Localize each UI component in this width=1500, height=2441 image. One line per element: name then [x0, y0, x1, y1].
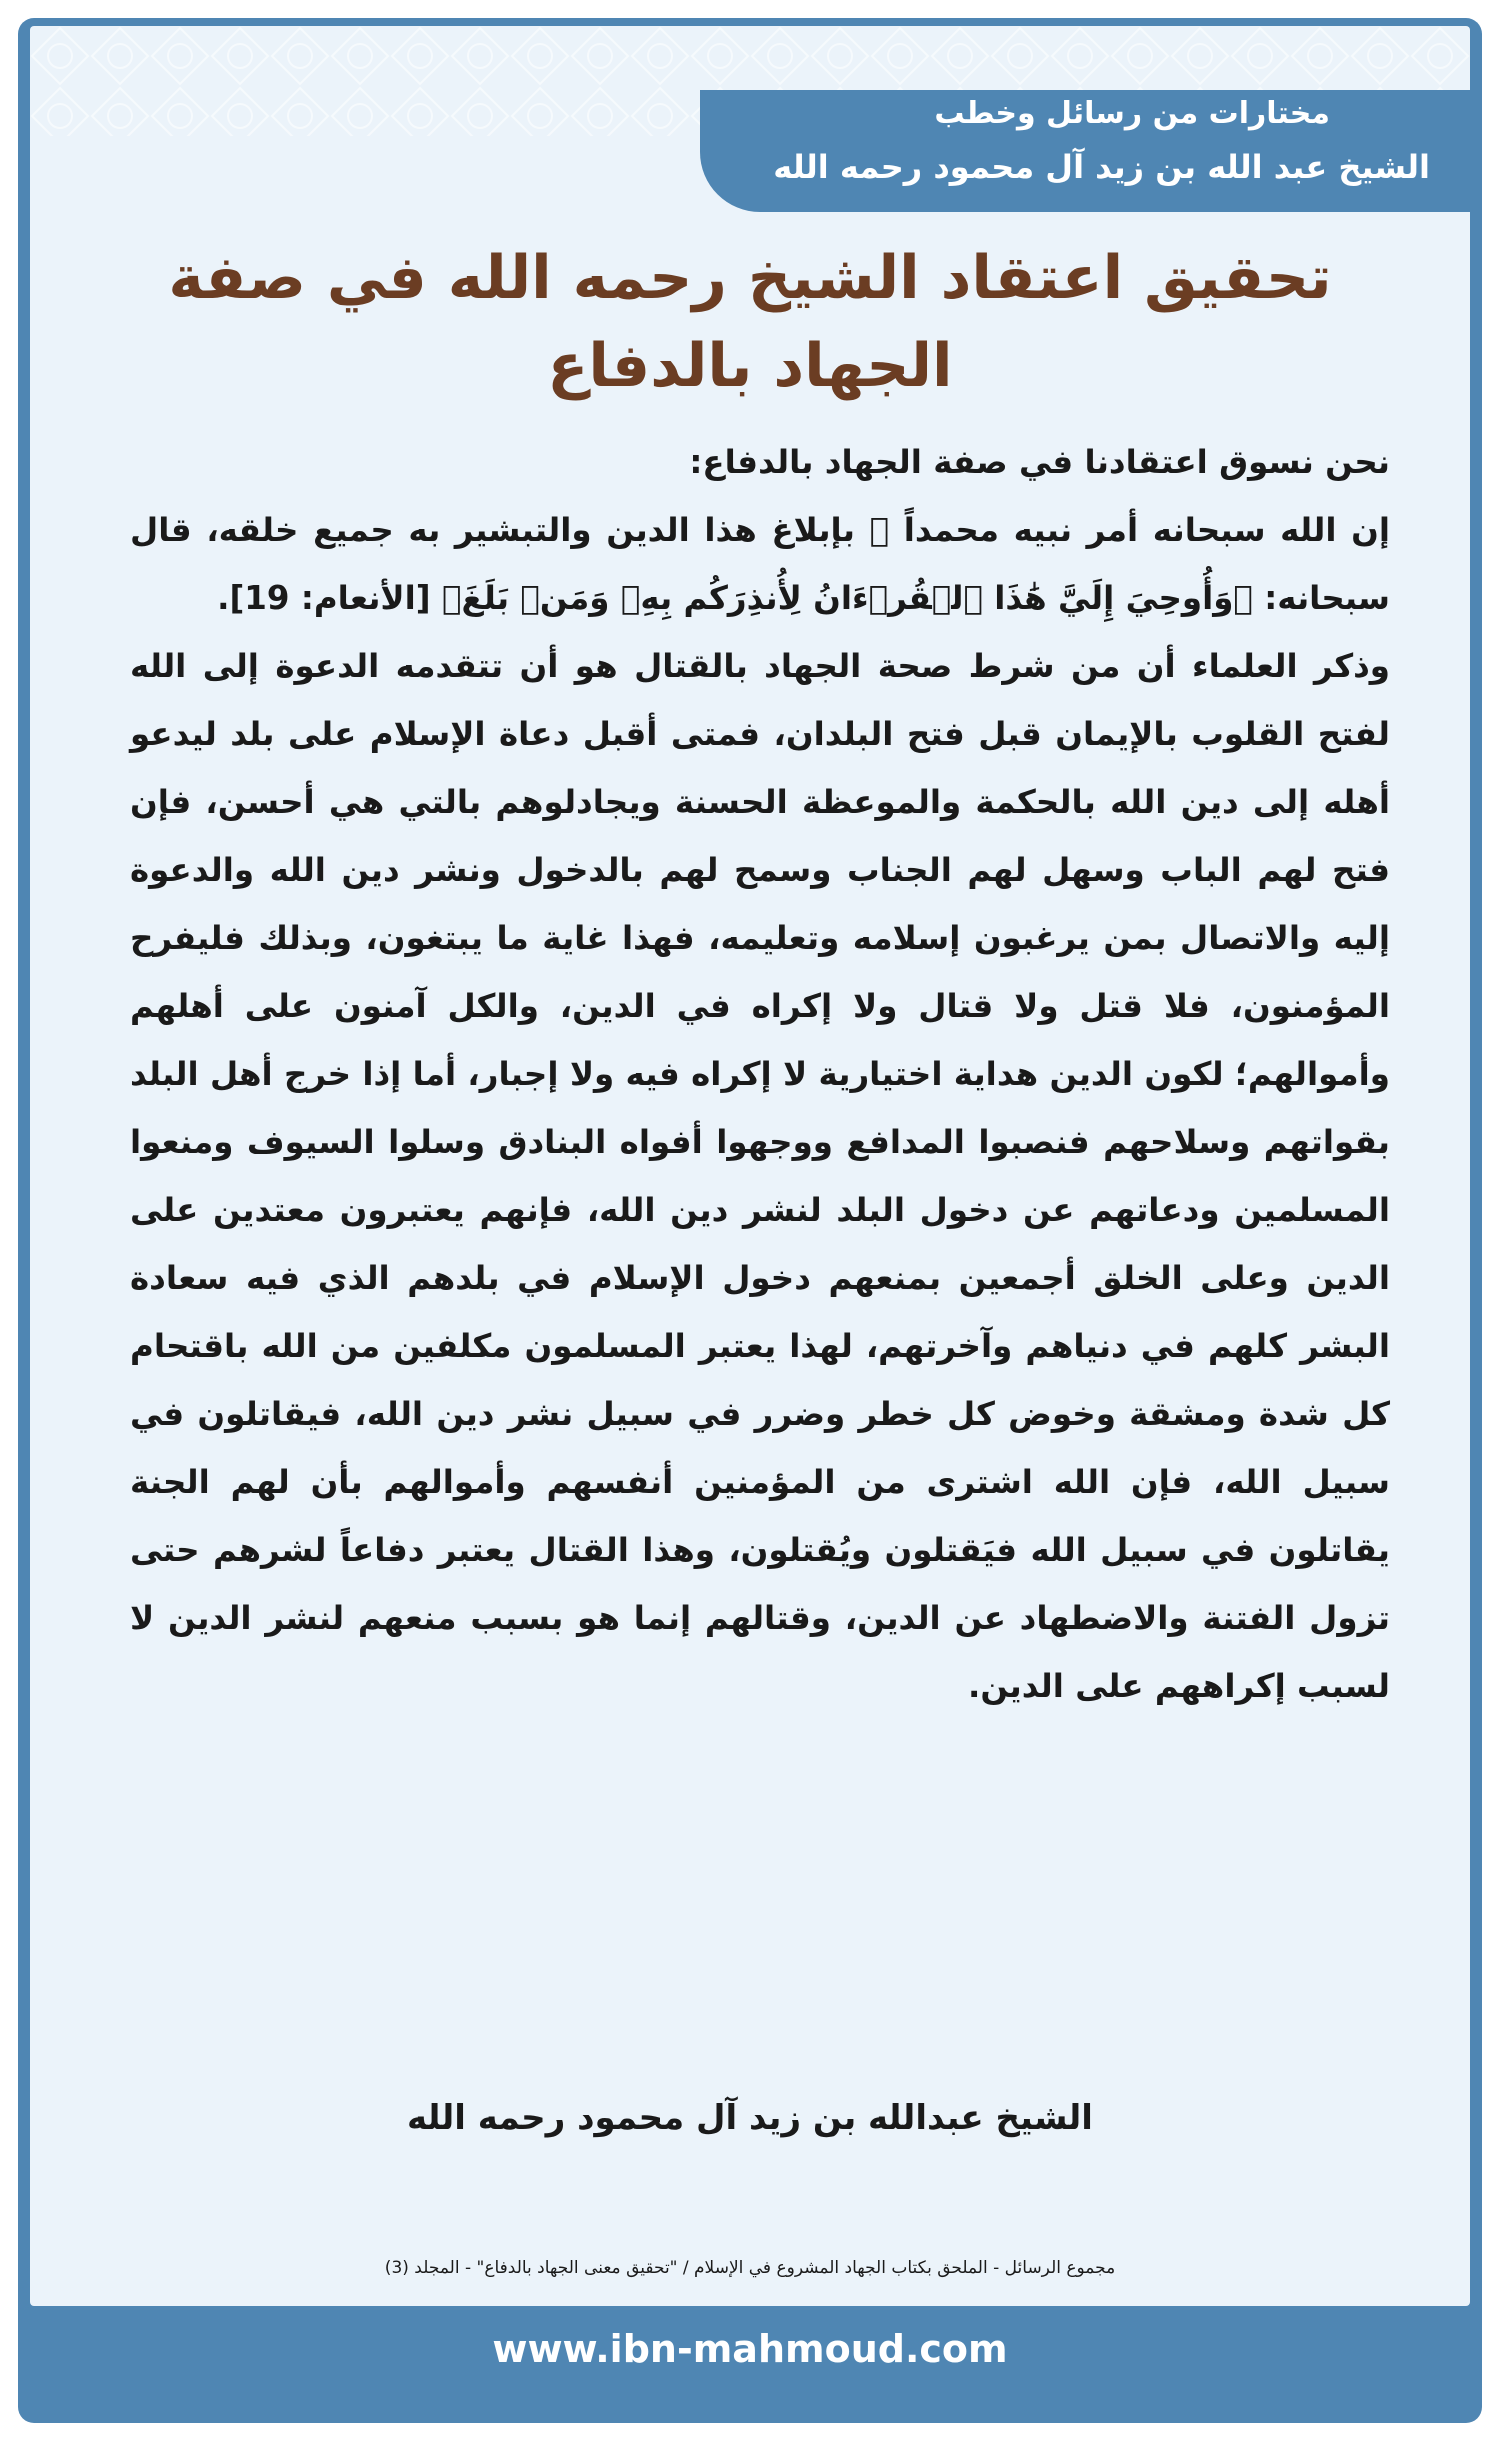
paragraph-1: [130, 496, 1390, 632]
header-line-2: الشيخ عبد الله بن زيد آل محمود رحمه الله: [773, 148, 1430, 186]
verse-reference: [الأنعام: 19].: [217, 579, 442, 617]
article-body: [130, 428, 1390, 1720]
quran-verse: ﴿وَأُوحِيَ إِلَيَّ هَٰذَا ٱلۡقُرۡءَانُ لِأُنذِرَكُم بِهِۦ وَمَنۢ بَلَغَ﴾: [441, 579, 1253, 617]
content-panel: [30, 26, 1470, 2306]
paragraph-1-text: إن الله سبحانه أمر نبيه محمداً ﷺ بإبلاغ هذا الدين والتبشير به جميع خلقه، قال سبحانه:: [130, 511, 1390, 617]
source-reference: مجموع الرسائل - الملحق بكتاب الجهاد المشروع في الإسلام / "تحقيق معنى الجهاد بالدفاع" - المجلد (3): [384, 2258, 1116, 2278]
page-title: تحقيق اعتقاد الشيخ رحمه الله في صفة الجهاد بالدفاع: [168, 243, 1332, 401]
signature: الشيخ عبدالله بن زيد آل محمود رحمه الله: [407, 2098, 1093, 2138]
header-banner: [700, 90, 1470, 212]
header-line-1: مختارات من رسائل وخطب: [934, 96, 1330, 131]
paragraph-2: وذكر العلماء أن من شرط صحة الجهاد بالقتال هو أن تتقدمه الدعوة إلى الله لفتح القلوب بالإيمان قبل فتح البلدان، فمتى أقبل دعاة الإسلام على بلد ليدعو أهله إلى دين الله بالحكمة والموعظة الحسنة ويجادلوهم بالتي هي أحسن، فإن فتح لهم الباب وسهل لهم الجناب وسمح لهم بالدخول ونشر دين الله والدعوة إليه والاتصال بمن يرغبون إسلامه وتعليمه، فهذا غاية ما يبتغون، وبذلك فليفرح المؤمنون، فلا قتل ولا قتال ولا إكراه في الدين، والكل آمنون على أهلهم وأموالهم؛ لكون الدين هداية اختيارية لا إكراه فيه ولا إجبار، أما إذا خرج أهل البلد بقواتهم وسلاحهم فنصبوا المدافع ووجهوا أفواه البنادق وسلوا السيوف ومنعوا المسلمين ودعاتهم عن دخول البلد لنشر دين الله، فإنهم يعتبرون معتدين على الدين وعلى الخلق أجمعين بمنعهم دخول الإسلام في بلدهم الذي فيه سعادة البشر كلهم في دنياهم وآخرتهم، لهذا يعتبر المسلمون مكلفين من الله باقتحام كل شدة ومشقة وخوض كل خطر وضرر في سبيل نشر دين الله، فيقاتلون في سبيل الله، فإن الله اشترى من المؤمنين أنفسهم وأموالهم بأن لهم الجنة يقاتلون في سبيل الله فيَقتلون ويُقتلون، وهذا القتال يعتبر دفاعاً لشرهم حتى تزول الفتنة والاضطهاد عن الدين، وقتالهم إنما هو بسبب منعهم لنشر الدين لا لسبب إكراههم على الدين.: [130, 647, 1390, 1705]
page-frame: [18, 18, 1482, 2423]
website-link[interactable]: www.ibn-mahmoud.com: [492, 2327, 1008, 2371]
intro-line: نحن نسوق اعتقادنا في صفة الجهاد بالدفاع:: [689, 443, 1390, 481]
